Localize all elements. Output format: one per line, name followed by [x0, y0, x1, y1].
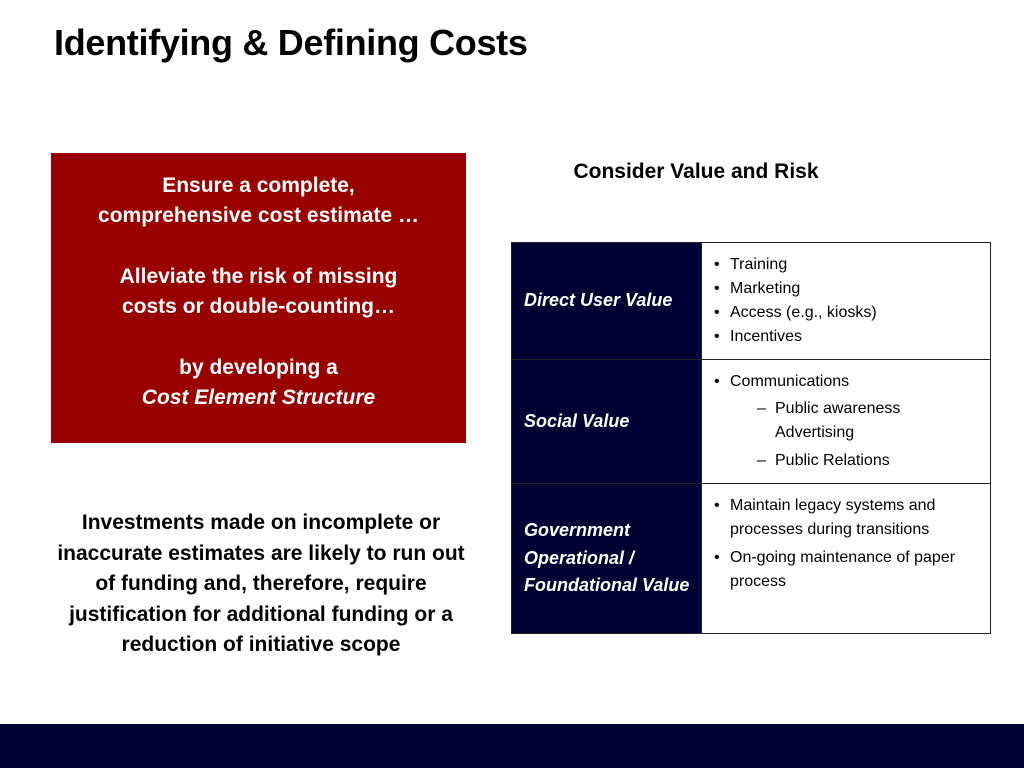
list-item: • Maintain legacy systems and processes during transitions	[712, 494, 982, 542]
callout-paragraph-3	[61, 353, 456, 413]
row-label: Direct User Value	[512, 243, 702, 360]
table-row	[512, 360, 991, 484]
row-items	[702, 360, 991, 484]
row-label: Social Value	[512, 360, 702, 484]
cost-estimate-callout	[51, 153, 466, 443]
callout-line: Alleviate the risk of missing	[119, 265, 398, 288]
callout-line: costs or double-counting…	[122, 295, 395, 318]
callout-line: comprehensive cost estimate …	[98, 204, 419, 227]
callout-line: Ensure a complete,	[162, 174, 355, 197]
investments-note: Investments made on incomplete or inaccurate estimates are likely to run out of funding and, therefore, require justification for additional funding or a reduction of initiative scope	[57, 511, 465, 656]
list-item: • Marketing	[712, 277, 982, 301]
table-row	[512, 243, 991, 360]
table-heading: Consider Value and Risk	[573, 160, 819, 183]
sub-list-item: – Public Relations	[757, 449, 982, 473]
footer-bar	[0, 724, 1024, 768]
bullet-list	[712, 370, 982, 473]
callout-line: by developing a	[179, 356, 338, 379]
sub-list	[730, 397, 982, 473]
bullet-list	[712, 253, 982, 349]
list-item: • Access (e.g., kiosks)	[712, 301, 982, 325]
value-risk-table	[511, 242, 991, 634]
callout-emphasis: Cost Element Structure	[141, 386, 376, 409]
row-items	[702, 484, 991, 634]
list-item: • Incentives	[712, 325, 982, 349]
row-label: Government Operational / Foundational Value	[512, 484, 702, 634]
sub-list-item: – Public awareness Advertising	[757, 397, 982, 445]
page-title: Identifying & Defining Costs	[54, 22, 528, 63]
callout-paragraph-2	[61, 262, 456, 322]
row-items	[702, 243, 991, 360]
list-item-label: Communications	[730, 373, 850, 390]
bullet-list	[712, 494, 982, 594]
list-item	[712, 370, 982, 473]
list-item: • Training	[712, 253, 982, 277]
callout-paragraph-1	[61, 171, 456, 231]
list-item: • On-going maintenance of paper process	[712, 546, 982, 594]
table-row	[512, 484, 991, 634]
